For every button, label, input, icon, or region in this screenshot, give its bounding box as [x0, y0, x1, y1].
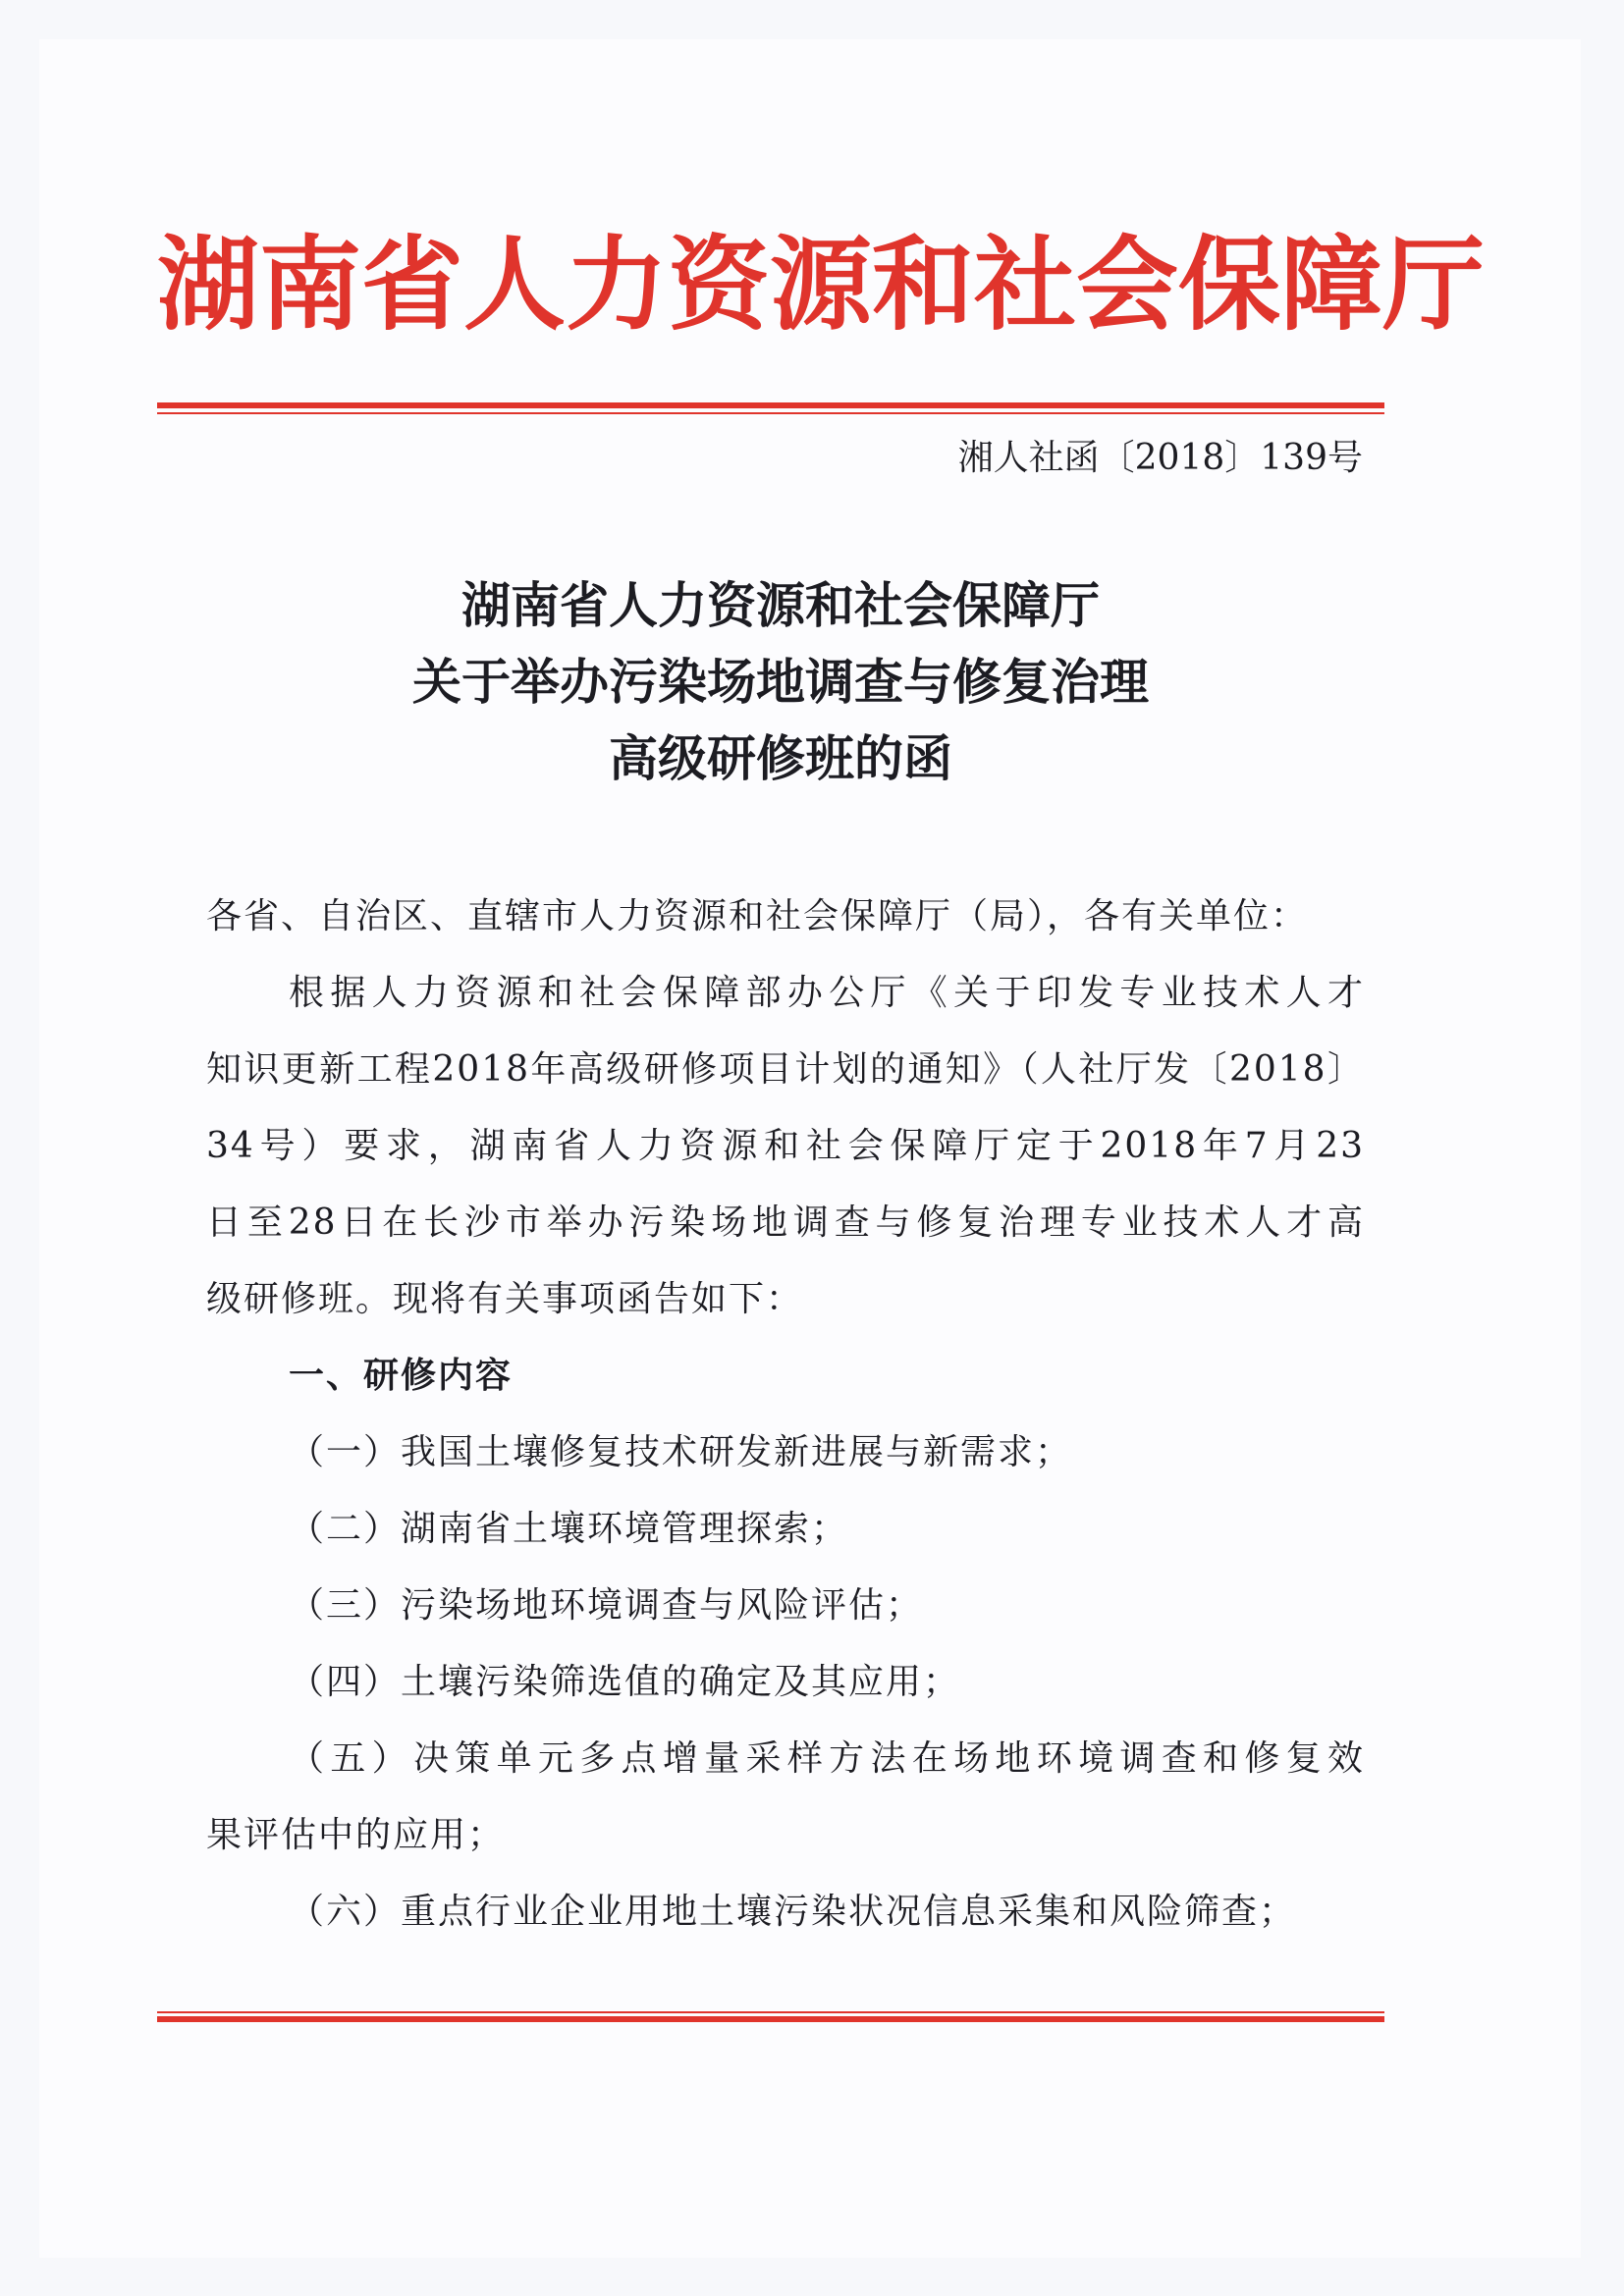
list-item: （三）污染场地环境调查与风险评估； [289, 1585, 924, 1626]
intro-line-3: 34号）要求，湖南省人力资源和社会保障厅定于2018年7月23 [206, 1126, 1365, 1166]
masthead-rule-thick [157, 402, 1384, 408]
list-item: （四）土壤污染筛选值的确定及其应用； [289, 1662, 961, 1702]
document-title [196, 567, 1365, 797]
title-line-1: 湖南省人力资源和社会保障厅 [461, 577, 1100, 634]
list-item-continuation: 果评估中的应用； [206, 1815, 506, 1855]
footer-rule-thick [157, 2016, 1384, 2022]
list-item: （六）重点行业企业用地土壤污染状况信息采集和风险筛查； [289, 1892, 1297, 1932]
intro-line-2: 知识更新工程2018年高级研修项目计划的通知》（人社厅发〔2018〕 [206, 1049, 1365, 1090]
masthead-rule-thin [157, 412, 1384, 414]
title-line-2: 关于举办污染场地调查与修复治理 [412, 654, 1149, 711]
footer-rule-thin [157, 2011, 1384, 2013]
intro-line-5: 级研修班。现将有关事项函告如下： [206, 1279, 804, 1319]
list-item: （一）我国土壤修复技术研发新进展与新需求； [289, 1432, 1073, 1472]
section-heading-content: 一、研修内容 [289, 1356, 514, 1396]
document-number: 湘人社函〔2018〕139号 [957, 438, 1363, 478]
title-line-3: 高级研修班的函 [609, 730, 952, 787]
intro-line-4: 日至28日在长沙市举办污染场地调查与修复治理专业技术人才高 [206, 1202, 1365, 1243]
recipient-line: 各省、自治区、直辖市人力资源和社会保障厅（局），各有关单位： [206, 896, 1309, 936]
list-item: （二）湖南省土壤环境管理探索； [289, 1509, 849, 1549]
list-item: （五）决策单元多点增量采样方法在场地环境调查和修复效 [289, 1738, 1365, 1779]
intro-line-1: 根据人力资源和社会保障部办公厅《关于印发专业技术人才 [289, 973, 1365, 1013]
masthead-title: 湖南省人力资源和社会保障厅 [157, 225, 1486, 345]
document-body [206, 879, 1365, 1950]
